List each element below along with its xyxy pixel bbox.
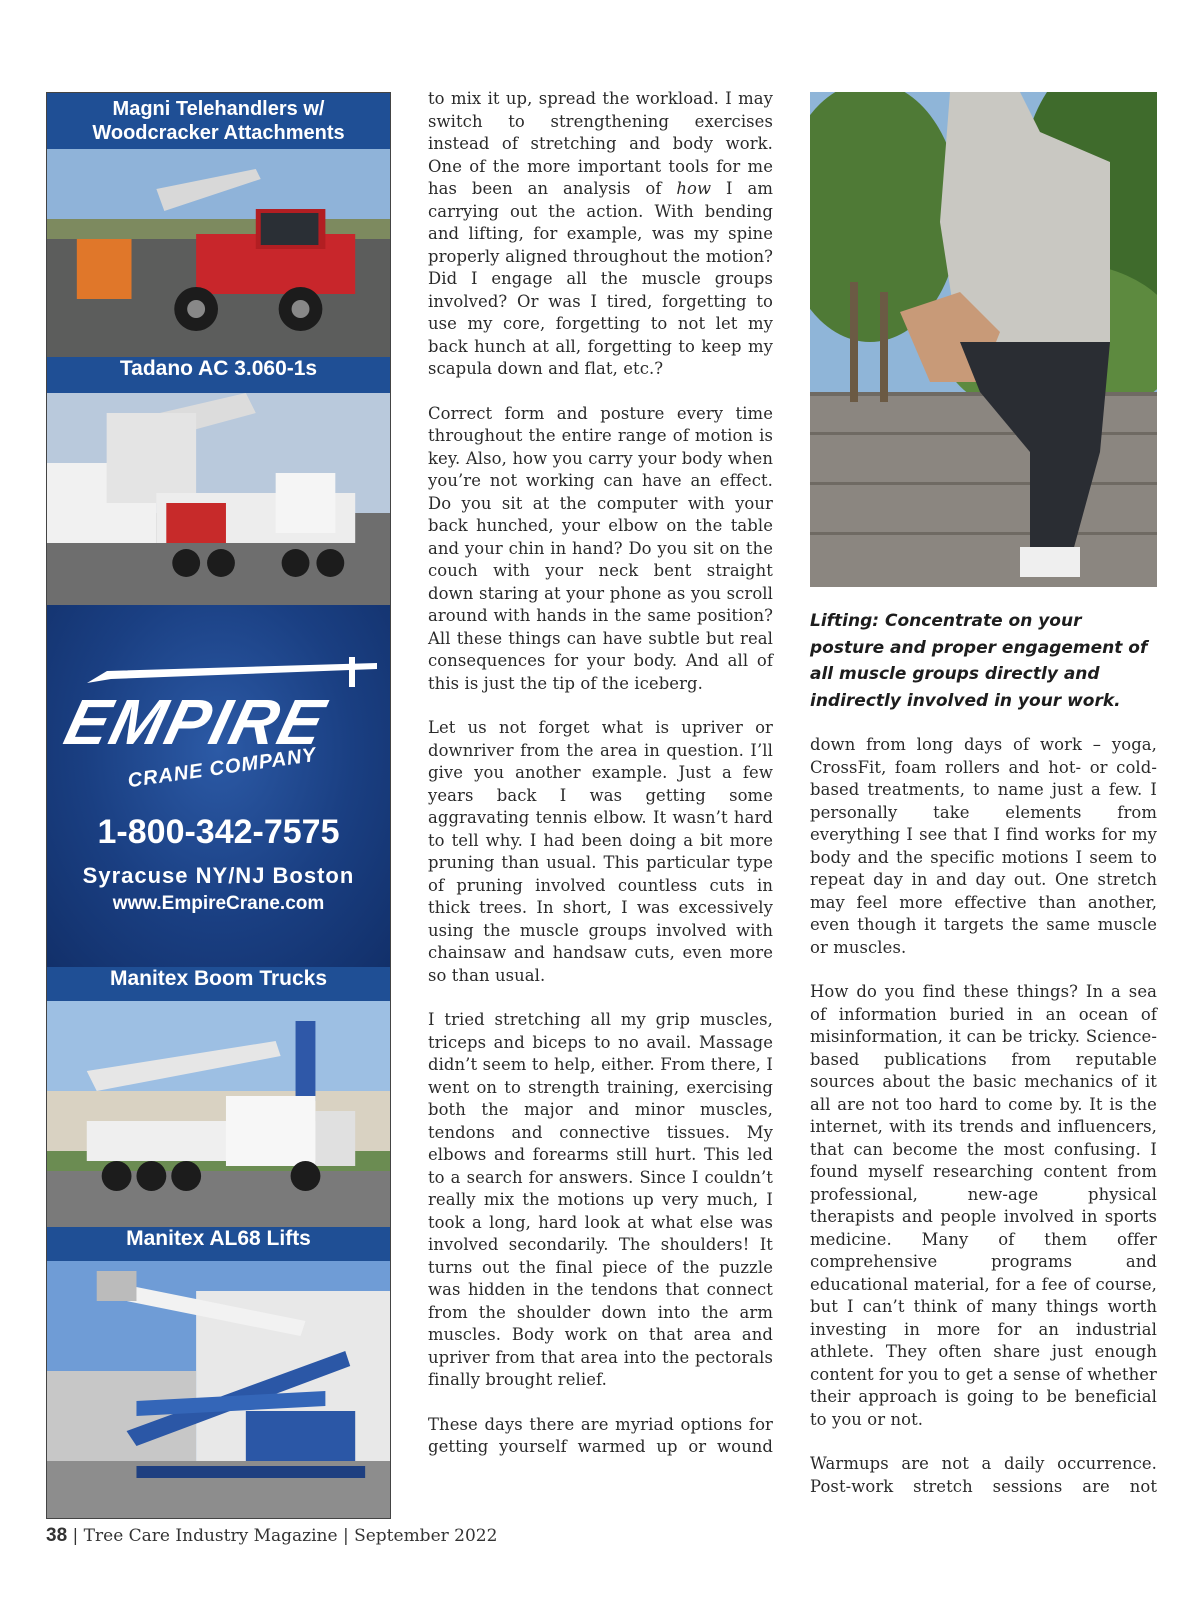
empire-cities: Syracuse NY/NJ Boston xyxy=(82,863,355,888)
paragraph: Let us not forget what is upriver or downriver from the area in question. I’ll give you another example. Just a few years back I was getting some aggravating tennis elbow. It wasn’t hard to tell why. I had been doing a bit more pruning than usual. This particular type of pruning involved countless cuts in thick trees. In short, I was excessively using the muscle groups involved with chainsaw and handsaw cuts, even more so than usual. xyxy=(428,718,773,985)
ad-banner-tadano: Tadano AC 3.060-1s xyxy=(47,357,390,393)
paragraph: How do you find these things? In a sea of information buried in an ocean of misinformation, it can be tricky. Science-based publications from reputable sources about the basic mechanics of it all are not too hard to come by. It is the internet, with its trends and influencers, that can become the most confusing. I found myself researching content from professional, new-age physical therapists and people involved in sports medicine. Many of them offer comprehensive programs and educational material, for a fee of course, but I can’t think of many things worth investing in more for an industrial athlete. They often share just enough content for you to get a sense of whether their approach is going to be beneficial to you or not. xyxy=(810,982,1157,1429)
paragraph: to mix it up, spread the workload. I may switch to strengthening exercises instead of stretching and body work. One of the more important tools for me has been an analysis of how I am carrying out the action. With bending and lifting, for example, was my spine properly aligned throughout the motion? Did I engage all the muscle groups involved? Or was I tired, forgetting to use my core, forgetting to not let my back hunch at all, forgetting to keep my scapula down and flat, etc.? xyxy=(428,89,773,378)
advertisement-panel[interactable] xyxy=(46,92,391,1519)
empire-phone: 1-800-342-7575 xyxy=(97,813,340,851)
page-number: 38 xyxy=(46,1525,68,1546)
ad-banner-magni: Magni Telehandlers w/ Woodcracker Attachments xyxy=(47,93,390,149)
magni-telehandler-photo xyxy=(47,149,390,357)
empire-crane-ad xyxy=(47,605,390,967)
ad-banner-manitex-lifts: Manitex AL68 Lifts xyxy=(47,1227,390,1261)
ad-banner-manitex-boom: Manitex Boom Trucks xyxy=(47,967,390,1001)
article-column-2 xyxy=(810,734,1157,1520)
tadano-crane-photo xyxy=(47,393,390,605)
photo-caption: Lifting: Concentrate on your posture and proper engagement of all muscle groups directly and indirectly involved in your work. xyxy=(810,611,1148,711)
paragraph: Correct form and posture every time throughout the entire range of motion is key. Also, how you carry your body when you’re not working can have an effect. Do you sit at the computer with your back hunched, your elbow on the table and your chin in hand? Do you sit on the couch with your neck bent straight down staring at your phone as you scroll around with hands in the same position? All these things can have subtle but real consequences for your body. And all of this is just the tip of the iceberg. xyxy=(428,403,773,693)
page-footer xyxy=(46,1525,497,1547)
footer-publication: | Tree Care Industry Magazine | September 2022 xyxy=(67,1526,498,1546)
empire-website[interactable]: www.EmpireCrane.com xyxy=(112,893,325,914)
paragraph: down from long days of work – yoga, CrossFit, foam rollers and hot- or cold-based treatments, to name just a few. I personally take elements from everything I see that I find works for my body and the specific motions I seem to repeat day in and day out. One stretch may feel more effective than another, even though it targets the same muscle or muscles. xyxy=(810,735,1157,957)
paragraph: Warmups are not a daily occurrence. Post-work stretch sessions are not xyxy=(810,1454,1157,1496)
article-column-1 xyxy=(428,88,773,1481)
empire-logo: EMPIRE xyxy=(58,686,334,758)
lifting-photo xyxy=(810,92,1157,587)
manitex-boom-truck-photo xyxy=(47,1001,390,1227)
empire-logo-subtitle: CRANE COMPANY xyxy=(126,743,318,793)
paragraph: These days there are myriad options for getting yourself warmed up or wound xyxy=(428,1414,773,1456)
manitex-lift-photo xyxy=(47,1261,390,1518)
paragraph: I tried stretching all my grip muscles, triceps and biceps to no avail. Massage didn’t seem to help, either. From there, I went on to strength training, exercising both the major and minor muscles, tendons and connective tissues. My elbows and forearms still hurt. This led to a search for answers. Since I couldn’t really mix the motions up very much, I took a long, hard look at what else was involved secondarily. The shoulders! It turns out the final piece of the puzzle was hidden in the tendons that connect from the shoulder down into the arm muscles. Body work on that area and upriver from that area into the pectorals finally brought relief. xyxy=(428,1010,773,1389)
